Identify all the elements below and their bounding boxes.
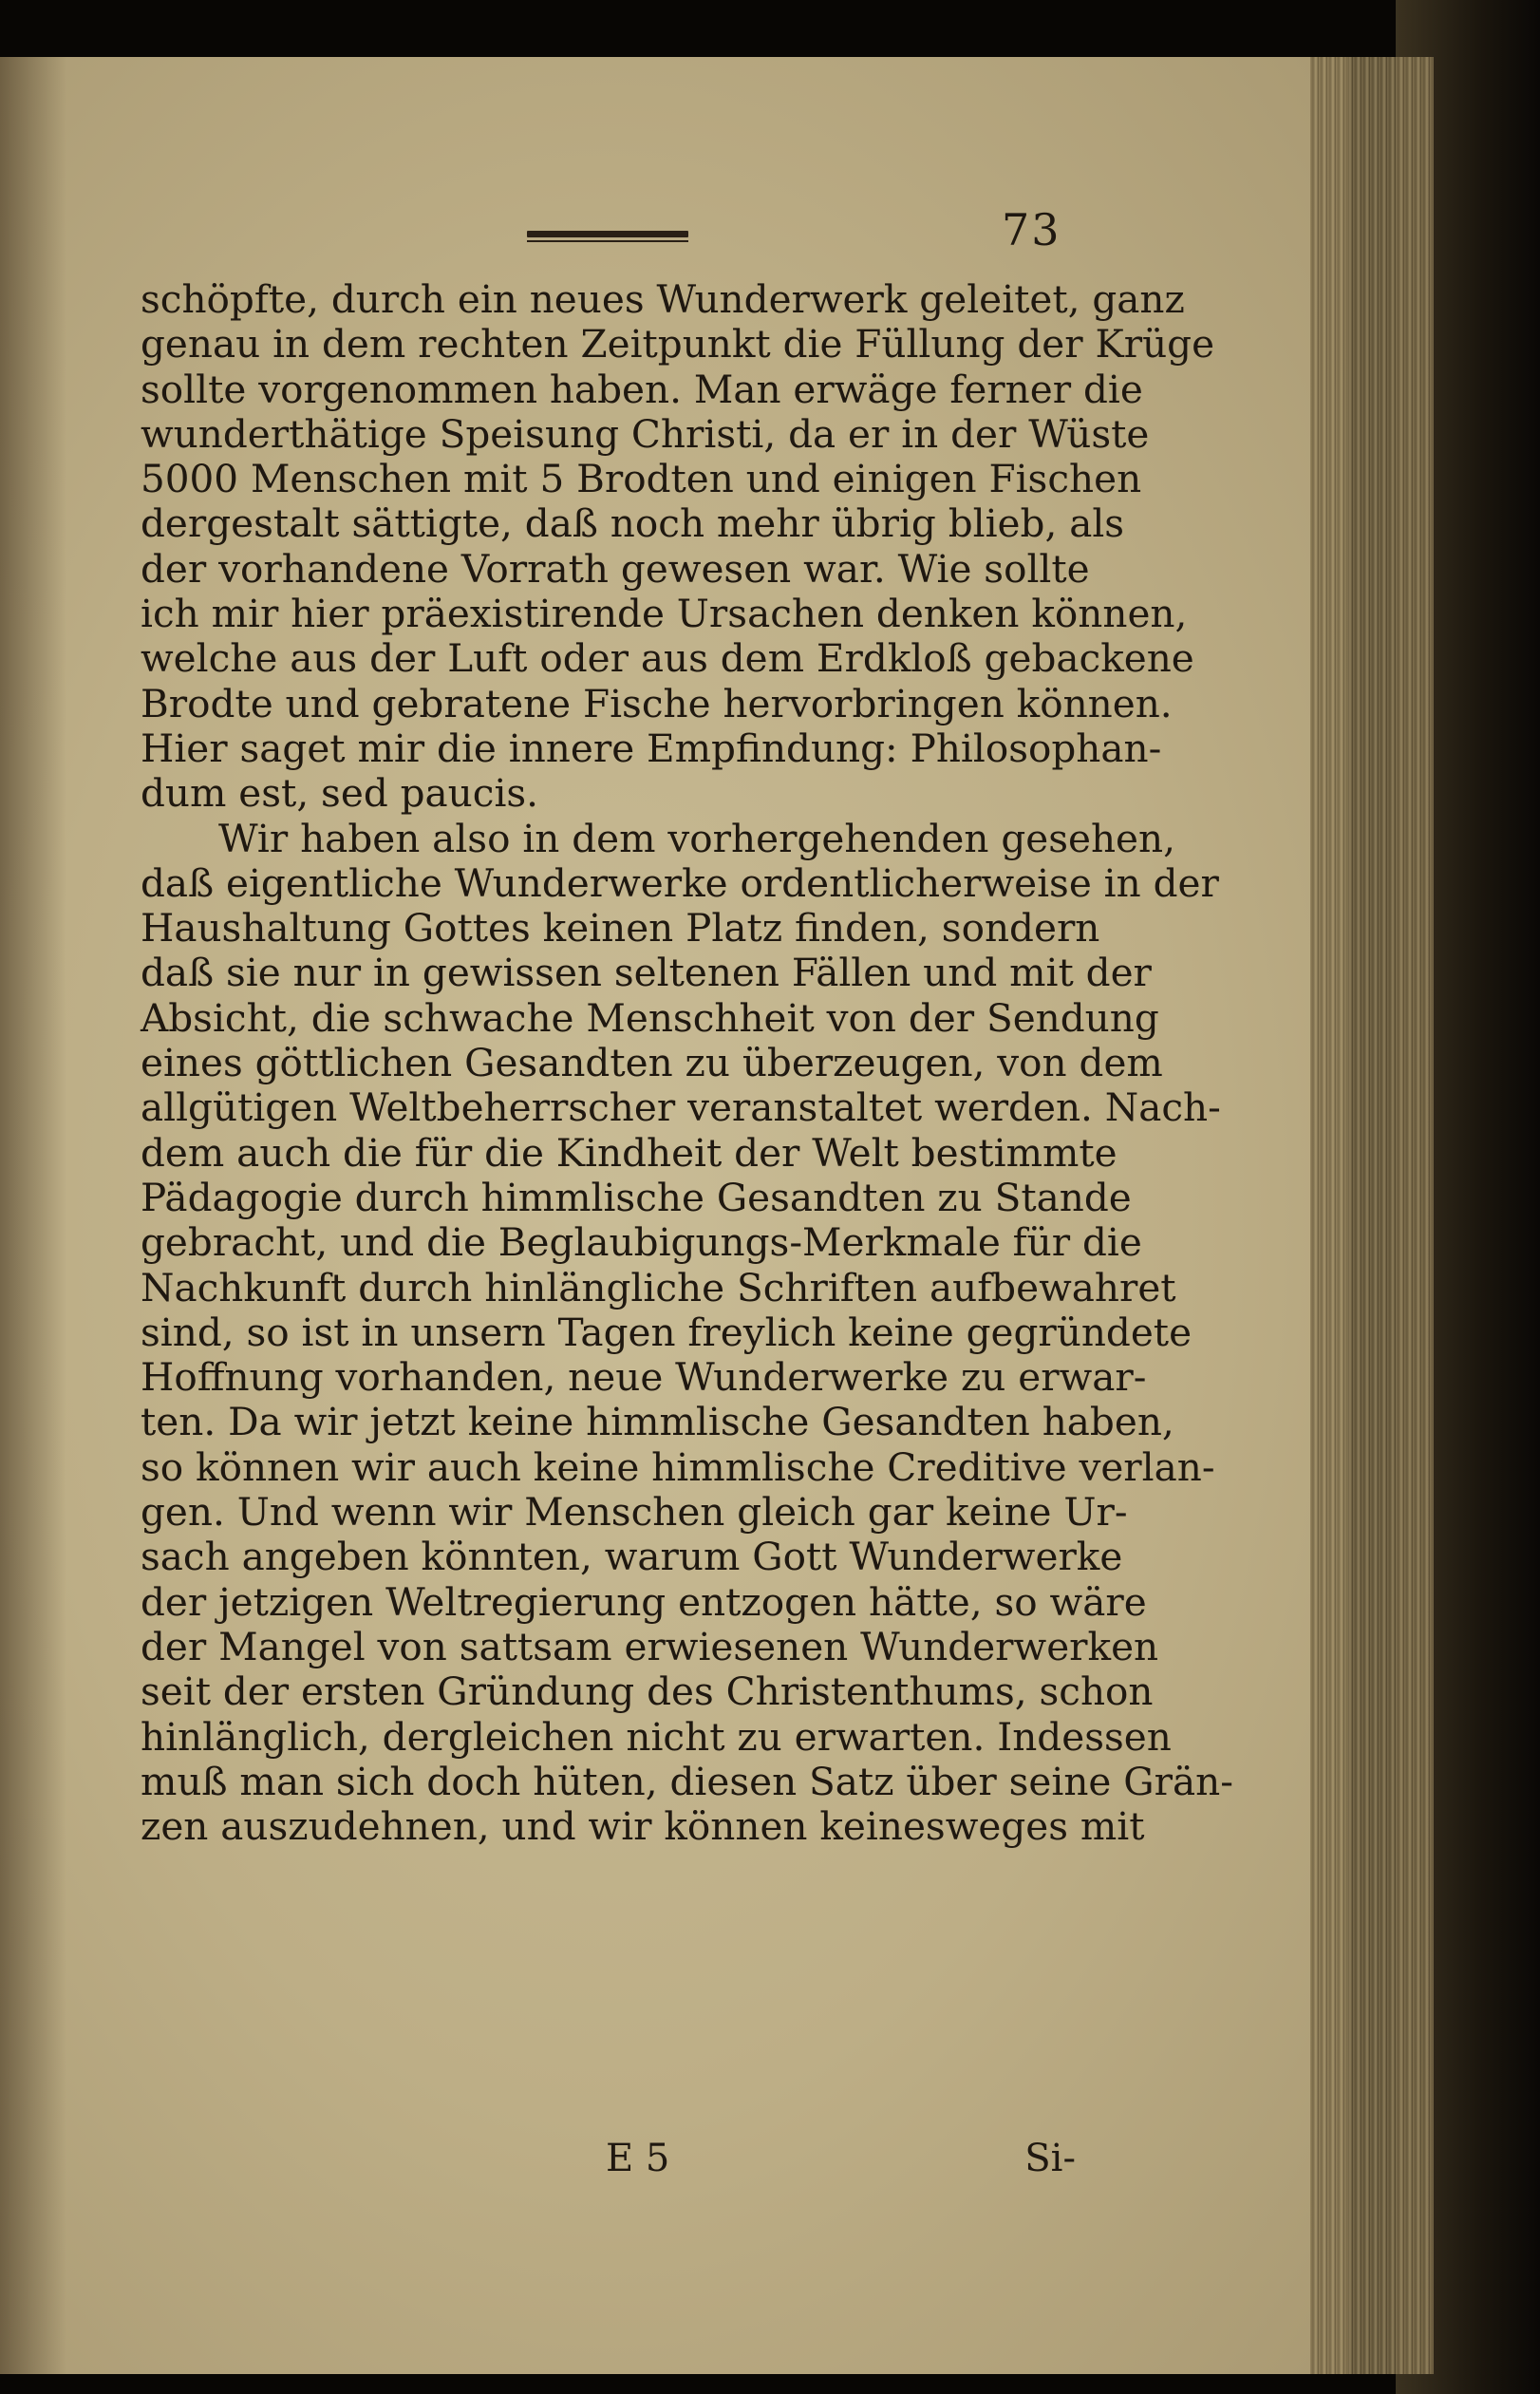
text-line: dum est, sed paucis.	[141, 770, 539, 817]
text-line: muß man sich doch hüten, diesen Satz über seine Grän-	[141, 1758, 1233, 1804]
text-line: so können wir auch keine himmlische Creditive verlan-	[141, 1443, 1215, 1490]
text-line: sach angeben könnten, warum Gott Wunderwerke	[141, 1534, 1123, 1580]
page-footer	[141, 2137, 1076, 2194]
header-ornament-rule	[527, 231, 688, 237]
text-line: ten. Da wir jetzt keine himmlische Gesandten haben,	[141, 1399, 1174, 1445]
text-line: Hier saget mir die innere Empfindung: Philosophan-	[141, 725, 1162, 771]
text-line: zen auszudehnen, und wir können keinesweges mit	[141, 1803, 1145, 1850]
text-line: schöpfte, durch ein neues Wunderwerk geleitet, ganz	[141, 276, 1185, 322]
text-line: Hoffnung vorhanden, neue Wunderwerke zu erwar-	[141, 1354, 1147, 1401]
text-line: dem auch die für die Kindheit der Welt bestimmte	[141, 1129, 1117, 1176]
gutter-shadow	[0, 57, 66, 2374]
text-line: 5000 Menschen mit 5 Brodten und einigen Fischen	[141, 456, 1142, 502]
text-line: allgütigen Weltbeherrscher veranstaltet werden. Nach-	[141, 1084, 1221, 1131]
catchword: Si-	[1024, 2137, 1076, 2180]
text-line: sind, so ist in unsern Tagen freylich keine gegründete	[141, 1309, 1193, 1355]
text-line: eines göttlichen Gesandten zu überzeugen, von dem	[141, 1040, 1163, 1086]
text-line: gen. Und wenn wir Menschen gleich gar keine Ur-	[141, 1489, 1128, 1536]
text-line: Wir haben also in dem vorhergehenden gesehen,	[218, 815, 1175, 861]
text-line: Pädagogie durch himmlische Gesandten zu Stande	[141, 1174, 1132, 1220]
body-text	[141, 276, 1233, 1850]
text-line: sollte vorgenommen haben. Man erwäge ferner die	[141, 366, 1143, 412]
text-line: genau in dem rechten Zeitpunkt die Füllung der Krüge	[141, 321, 1215, 368]
text-line: hinlänglich, dergleichen nicht zu erwarten. Indessen	[141, 1713, 1172, 1760]
text-line: dergestalt sättigte, daß noch mehr übrig blieb, als	[141, 500, 1125, 547]
text-line: ich mir hier präexistirende Ursachen denken können,	[141, 591, 1188, 637]
text-line: Absicht, die schwache Menschheit von der Sendung	[141, 994, 1159, 1041]
text-line: daß eigentliche Wunderwerke ordentlicherweise in der	[141, 859, 1219, 906]
page-fore-edge	[1310, 57, 1434, 2374]
paragraph-2	[141, 815, 1233, 1850]
paragraph-1	[141, 276, 1215, 817]
text-line: wunderthätige Speisung Christi, da er in der Wüste	[141, 410, 1150, 457]
text-line: Haushaltung Gottes keinen Platz finden, sondern	[141, 905, 1100, 952]
text-line: der Mangel von sattsam erwiesenen Wunderwerken	[141, 1623, 1159, 1669]
text-line: der jetzigen Weltregierung entzogen hätte, so wäre	[141, 1578, 1147, 1625]
text-line: der vorhandene Vorrath gewesen war. Wie sollte	[141, 545, 1090, 592]
signature-mark: E 5	[606, 2137, 670, 2180]
text-line: Nachkunft durch hinlängliche Schriften aufbewahret	[141, 1264, 1176, 1310]
text-line: gebracht, und die Beglaubigungs-Merkmale für die	[141, 1219, 1142, 1266]
text-line: seit der ersten Gründung des Christenthums, schon	[141, 1668, 1154, 1715]
text-line: welche aus der Luft oder aus dem Erdkloß gebackene	[141, 635, 1194, 682]
text-line: daß sie nur in gewissen seltenen Fällen und mit der	[141, 950, 1152, 996]
page-number: 73	[1002, 204, 1061, 255]
text-line: Brodte und gebratene Fische hervorbringen können.	[141, 680, 1173, 726]
